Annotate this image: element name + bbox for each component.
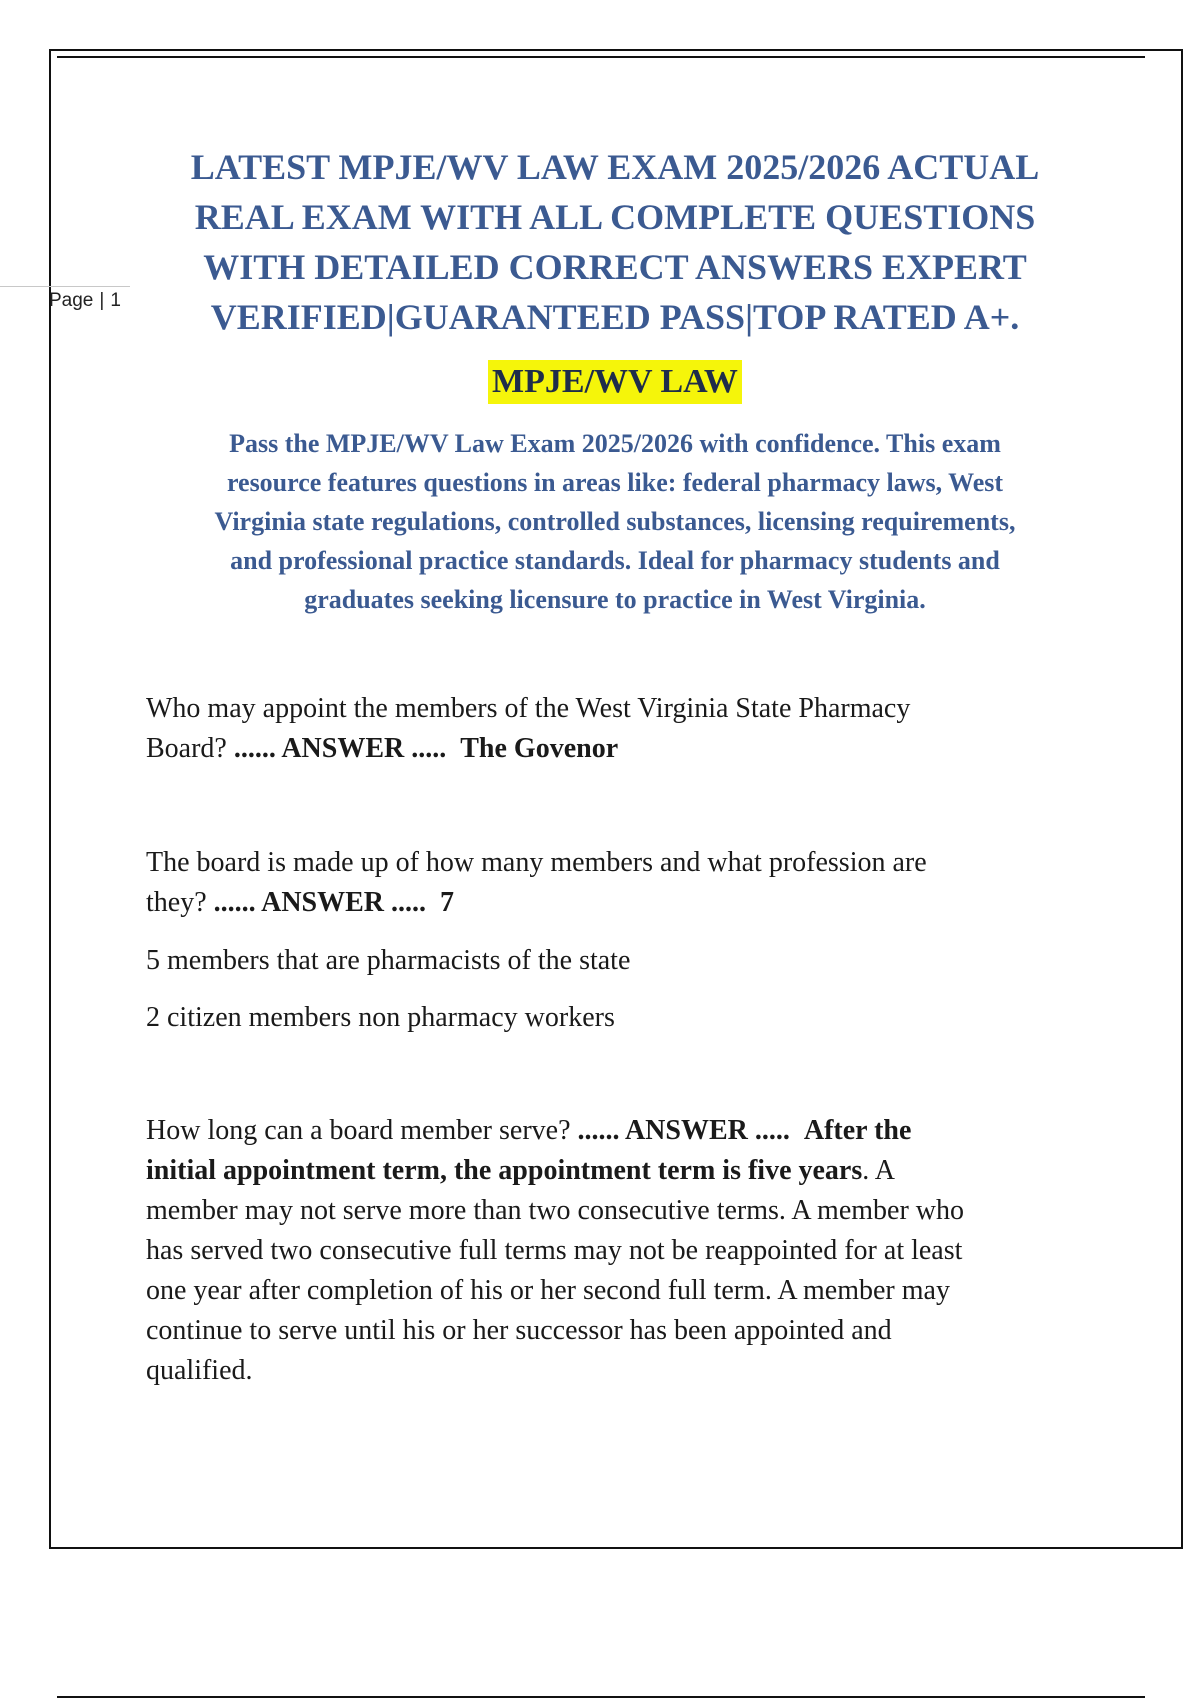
intro-line: Pass the MPJE/WV Law Exam 2025/2026 with confidence. This exam: [229, 429, 1001, 458]
answer-text: 7: [440, 887, 455, 918]
question-answer-line: [146, 729, 1096, 769]
answer-marker: ...... ANSWER .....: [577, 1115, 790, 1146]
answer-line: [146, 1151, 1096, 1191]
question-answer-line: [146, 883, 1096, 923]
answer-line: one year after completion of his or her second full term. A member may: [146, 1275, 950, 1306]
question-block-2: [146, 843, 1096, 923]
question-block-1: [146, 689, 1096, 769]
title-line: REAL EXAM WITH ALL COMPLETE QUESTIONS: [194, 197, 1036, 237]
answer-marker: ...... ANSWER .....: [213, 887, 427, 918]
answer-detail-line: 2 citizen members non pharmacy workers: [146, 1002, 615, 1033]
intro-line: graduates seeking licensure to practice in West Virginia.: [304, 585, 926, 614]
title-line: WITH DETAILED CORRECT ANSWERS EXPERT: [203, 247, 1027, 287]
margin-divider: [0, 286, 130, 287]
page-number: [49, 290, 121, 312]
page-number-value: 1: [110, 290, 121, 311]
highlighted-subtitle: MPJE/WV LAW: [488, 360, 742, 404]
answer-text: After the: [803, 1115, 912, 1146]
top-divider: [57, 56, 1145, 58]
question-text: they?: [146, 887, 207, 918]
question-text: Who may appoint the members of the West Virginia State Pharmacy: [146, 693, 911, 724]
answer-line: has served two consecutive full terms may not be reappointed for at least: [146, 1235, 963, 1266]
question-text: How long can a board member serve?: [146, 1115, 571, 1146]
subtitle-container: [160, 360, 1070, 404]
question-answer-line: [146, 1111, 1096, 1151]
answer-text: The Govenor: [460, 733, 619, 764]
page-separator: |: [99, 290, 105, 311]
answer-line: qualified.: [146, 1355, 253, 1386]
title-line: VERIFIED|GUARANTEED PASS|TOP RATED A+.: [210, 297, 1020, 337]
answer-line: member may not serve more than two consecutive terms. A member who: [146, 1195, 965, 1226]
question-text: Board?: [146, 733, 227, 764]
answer-line: continue to serve until his or her successor has been appointed and: [146, 1315, 892, 1346]
answer-text: . A: [862, 1155, 895, 1186]
answer-marker: ...... ANSWER .....: [233, 733, 447, 764]
document-title: [160, 142, 1070, 342]
intro-line: Virginia state regulations, controlled substances, licensing requirements,: [214, 507, 1016, 536]
intro-paragraph: [160, 424, 1070, 619]
page-word: Page: [49, 290, 94, 311]
intro-line: and professional practice standards. Ideal for pharmacy students and: [230, 546, 1000, 575]
answer-text: initial appointment term, the appointment term is five years: [146, 1155, 863, 1186]
next-page-divider: [57, 1696, 1145, 1698]
title-line: LATEST MPJE/WV LAW EXAM 2025/2026 ACTUAL: [190, 147, 1040, 187]
intro-line: resource features questions in areas like: federal pharmacy laws, West: [226, 468, 1004, 497]
question-block-3: [146, 1111, 1096, 1391]
answer-detail-line: 5 members that are pharmacists of the state: [146, 945, 631, 976]
question-text: The board is made up of how many members and what profession are: [146, 847, 927, 878]
